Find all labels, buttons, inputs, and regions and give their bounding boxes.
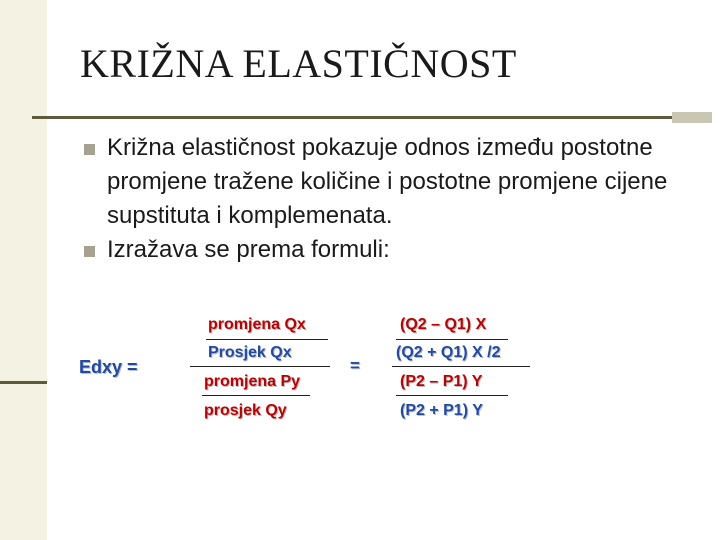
bullet-item-definition bbox=[84, 131, 694, 233]
square-bullet-icon bbox=[84, 246, 95, 257]
bullet-text: Izražava se prema formuli: bbox=[107, 236, 390, 263]
formula-r-den-bottom: (P2 + P1) Y bbox=[400, 402, 483, 419]
slide-title: KRIŽNA ELASTIČNOST bbox=[80, 41, 517, 86]
fraction-rule bbox=[202, 395, 310, 396]
fraction-rule bbox=[206, 339, 328, 340]
bullet-text: Križna elastičnost pokazuje odnos između postotne promjene tražene količine i postotne promjene cijene supstituta i komplemenata. bbox=[107, 134, 668, 229]
main-fraction-rule bbox=[392, 366, 530, 367]
formula-r-den-top: (P2 – P1) Y bbox=[400, 373, 483, 390]
formula-num-top: promjena Qx bbox=[208, 316, 306, 333]
title-underline bbox=[32, 116, 672, 119]
title-underline-accent bbox=[672, 112, 712, 123]
main-fraction-rule bbox=[190, 366, 330, 367]
left-sidebar-bar bbox=[0, 0, 47, 540]
formula-equals: = bbox=[350, 356, 360, 375]
formula-den-top: promjena Py bbox=[204, 373, 301, 390]
bullet-item-formula-intro bbox=[84, 233, 694, 267]
fraction-rule bbox=[396, 395, 508, 396]
formula-r-num-top: (Q2 – Q1) X bbox=[400, 316, 487, 333]
formula-lhs: Edxy = bbox=[79, 357, 138, 377]
formula-num-bottom: Prosjek Qx bbox=[208, 344, 292, 361]
sidebar-accent-line bbox=[0, 381, 47, 384]
fraction-rule bbox=[396, 339, 508, 340]
square-bullet-icon bbox=[84, 144, 95, 155]
formula-den-bottom: prosjek Qy bbox=[204, 402, 287, 419]
formula-r-num-bottom: (Q2 + Q1) X /2 bbox=[396, 344, 501, 361]
